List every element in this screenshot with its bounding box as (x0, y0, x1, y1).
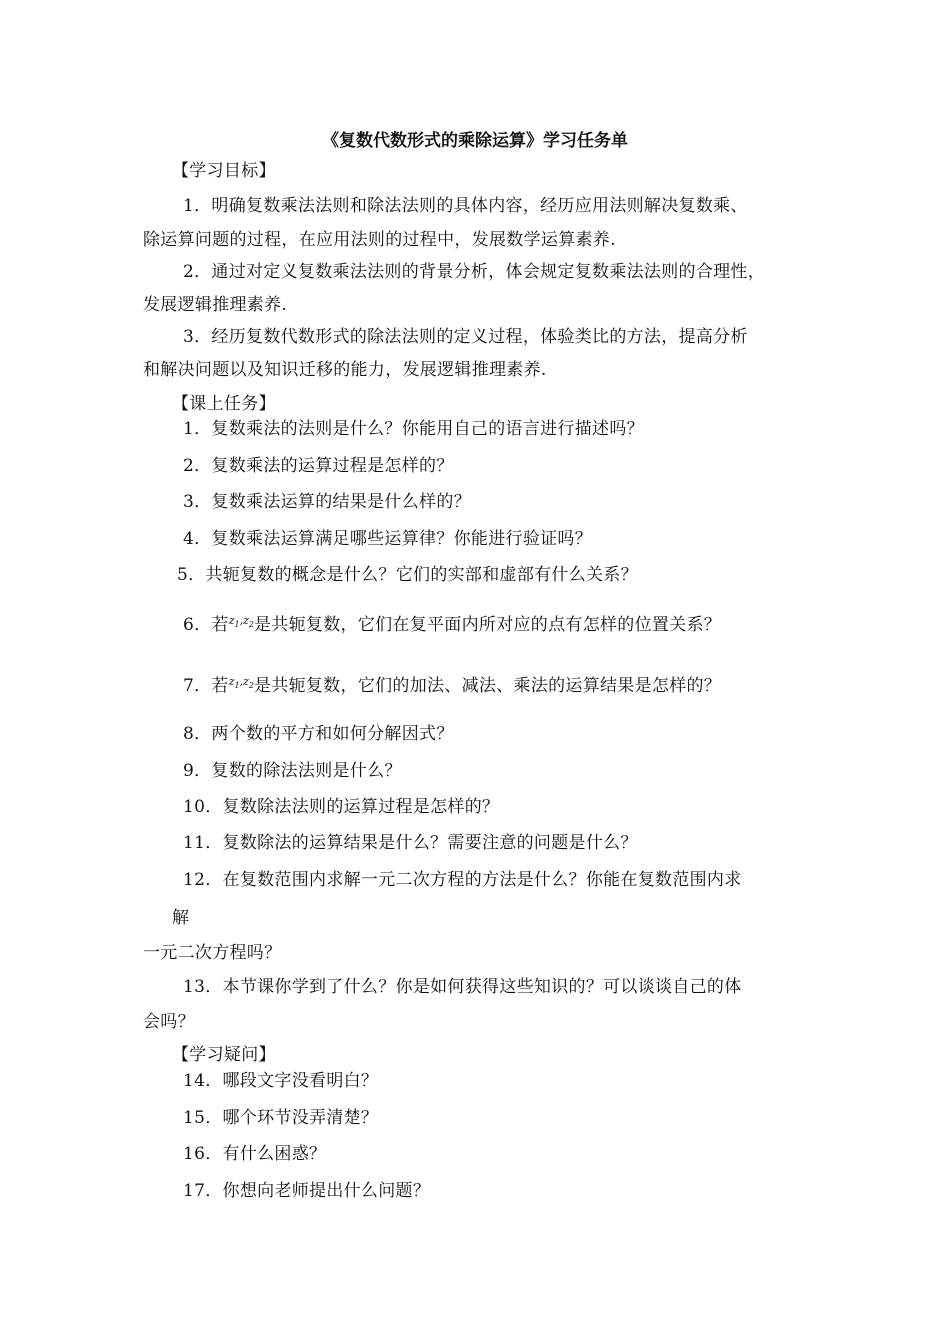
task-8: 8．两个数的平方和如何分解因式？ (183, 724, 454, 744)
task-6-prefix: 6．若 (183, 615, 229, 635)
task-13-line-2: 会吗？ (143, 1012, 195, 1032)
goal-3-line-1: 3．经历复数代数形式的除法法则的定义过程，体验类比的方法，提高分析 (183, 327, 748, 347)
task-12-line-1: 12．在复数范围内求解一元二次方程的方法是什么？你能在复数范围内求 (183, 870, 742, 890)
questions-heading: 【学习疑问】 (172, 1045, 276, 1065)
task-11: 11．复数除法的运算结果是什么？需要注意的问题是什么？ (183, 833, 638, 853)
z1-z2-formula: z1,z2 (228, 614, 254, 630)
task-1: 1．复数乘法的法则是什么？你能用自己的语言进行描述吗？ (183, 419, 644, 439)
goal-2-line-2: 发展逻辑推理素养. (143, 295, 288, 315)
goal-3-line-2: 和解决问题以及知识迁移的能力，发展逻辑推理素养. (143, 360, 547, 380)
question-14: 14．哪段文字没看明白？ (183, 1071, 379, 1091)
goal-1-line-2: 除运算问题的过程，在应用法则的过程中，发展数学运算素养. (143, 230, 616, 250)
task-3: 3．复数乘法运算的结果是什么样的？ (183, 492, 471, 512)
question-17: 17．你想向老师提出什么问题？ (183, 1181, 431, 1201)
task-7 (183, 671, 721, 697)
goal-1-line-1: 1．明确复数乘法法则和除法法则的具体内容，经历应用法则解决复数乘、 (183, 196, 748, 216)
task-6 (183, 610, 721, 636)
goals-heading: 【学习目标】 (172, 161, 276, 181)
task-2: 2．复数乘法的运算过程是怎样的？ (183, 456, 454, 476)
task-7-prefix: 7．若 (183, 676, 229, 696)
task-4: 4．复数乘法运算满足哪些运算律？你能进行验证吗？ (183, 529, 593, 549)
task-6-suffix: 是共轭复数，它们在复平面内所对应的点有怎样的位置关系？ (254, 615, 722, 635)
task-12-line-3: 一元二次方程吗？ (143, 943, 282, 963)
z1-z2-formula: z1,z2 (228, 675, 254, 691)
task-10: 10．复数除法法则的运算过程是怎样的？ (183, 797, 500, 817)
question-16: 16．有什么困惑？ (183, 1144, 327, 1164)
question-15: 15．哪个环节没弄清楚？ (183, 1108, 379, 1128)
task-13-line-1: 13．本节课你学到了什么？你是如何获得这些知识的？可以谈谈自己的体 (183, 977, 742, 997)
goal-2-line-1: 2．通过对定义复数乘法法则的背景分析，体会规定复数乘法法则的合理性， (183, 262, 766, 282)
task-7-suffix: 是共轭复数，它们的加法、减法、乘法的运算结果是怎样的？ (254, 676, 722, 696)
task-9: 9．复数的除法法则是什么？ (183, 761, 402, 781)
task-12-line-2: 解 (172, 908, 190, 928)
tasks-heading: 【课上任务】 (172, 394, 276, 414)
page-title: 《复数代数形式的乘除运算》学习任务单 (322, 131, 628, 151)
task-5: 5．共轭复数的概念是什么？它们的实部和虚部有什么关系？ (177, 565, 638, 585)
